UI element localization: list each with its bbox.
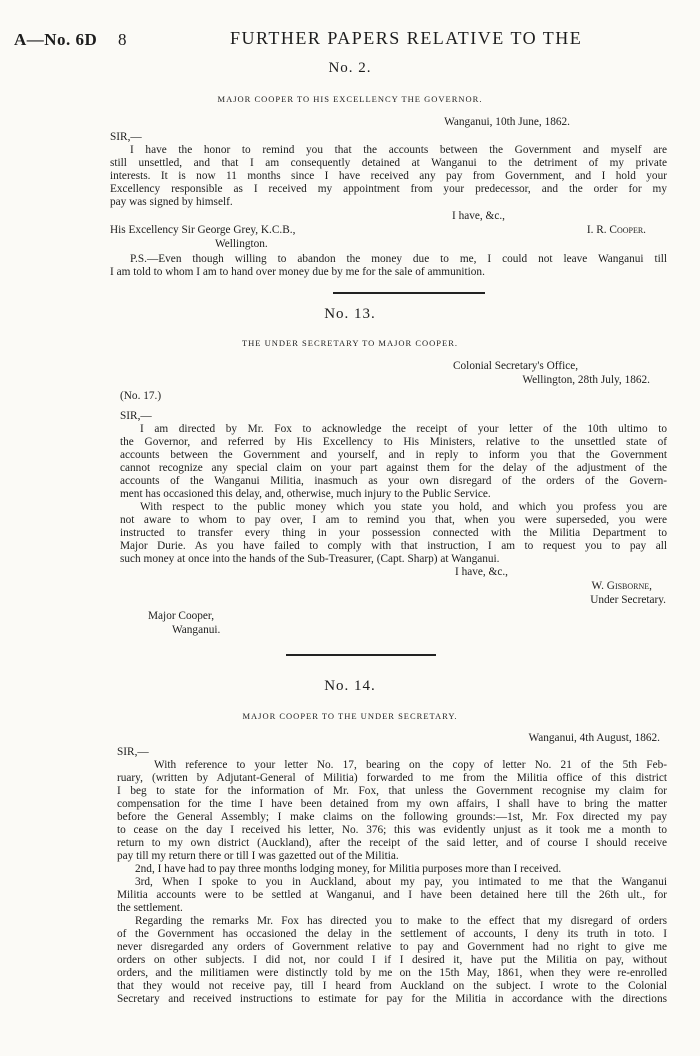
body-line: return to my own district (Auckland), after the receipt of the said letter, and of course I should receive xyxy=(117,837,667,849)
body-line: that they would not receive pay, till I heard from Auckland on the subject. I wrote to the Colonial xyxy=(117,980,667,992)
signature: W. Gisborne, xyxy=(591,580,652,592)
body-line: I have the honor to remind you that the accounts between the Government and myself are xyxy=(130,144,667,156)
letter-number: No. 13. xyxy=(324,306,376,322)
section-divider xyxy=(333,292,485,294)
body-line: ment has occasioned this delay, and, otherwise, much injury to the Public Service. xyxy=(120,488,491,500)
body-line: to cease on the day I received his letter, No. 376; this was evidently unjust as it took me a month to xyxy=(117,824,667,836)
body-line: With respect to the public money which you state you hold, and which you profess you are xyxy=(140,501,667,513)
addressee: Major Cooper, xyxy=(148,610,215,622)
body-line: pay till my return there or till I was gazetted out of the Militia. xyxy=(117,850,399,862)
body-line: orders on other subjects. I did not, nor could I if I desired it, have put the Militia on pay, without xyxy=(117,954,667,966)
body-line: With reference to your letter No. 17, bearing on the copy of letter No. 21 of the 5th Feb- xyxy=(154,759,667,771)
addressee-location: Wanganui. xyxy=(172,624,221,636)
body-line: still unsettled, and that I am consequently detained at Wanganui to the detriment of my private xyxy=(110,157,667,169)
body-line: I beg to state for the information of Mr. Fox, that unless the Government recognise my claim for xyxy=(117,785,667,797)
page-number: 8 xyxy=(118,30,127,49)
running-title: FURTHER PAPERS RELATIVE TO THE xyxy=(230,28,583,48)
signature-title: Under Secretary. xyxy=(590,594,666,606)
body-line: 3rd, When I spoke to you in Auckland, about my pay, you intimated to me that the Wanganui xyxy=(135,876,667,888)
postscript-line: P.S.—Even though willing to abandon the money due to me, I could not leave Wanganui till xyxy=(130,253,667,265)
closing: I have, &c., xyxy=(455,566,509,578)
letter-heading: MAJOR COOPER TO HIS EXCELLENCY THE GOVERNOR. xyxy=(217,94,483,104)
body-line: interests. It is now 11 months since I have received any pay from Government, and I hold your xyxy=(110,170,667,182)
body-line: the settlement. xyxy=(117,902,183,914)
closing: I have, &c., xyxy=(452,210,506,222)
postscript-line: I am told to whom I am to hand over money due by me for the sale of ammunition. xyxy=(110,266,485,278)
body-line: cannot recognize any special claim on your part against them for the delay of the adjustment of the xyxy=(120,462,667,474)
addressee: His Excellency Sir George Grey, K.C.B., xyxy=(110,224,296,236)
document-reference: A—No. 6D xyxy=(14,30,98,49)
signature: I. R. Cooper. xyxy=(586,224,646,236)
salutation: SIR,— xyxy=(117,746,149,758)
body-line: ruary, (written by Adjutant-General of Militia) forwarded to me from the Militia office of this district xyxy=(117,772,667,784)
body-line: Secretary and received instructions to estimate for pay for the Militia in accordance with the directions xyxy=(117,993,667,1005)
salutation: SIR,— xyxy=(110,131,142,143)
letter-number: No. 14. xyxy=(324,678,376,694)
body-line: Regarding the remarks Mr. Fox has directed you to make to the effect that my disregard of orders xyxy=(135,915,667,927)
office: Colonial Secretary's Office, xyxy=(453,360,579,372)
body-line: accounts between the Government and yourself, and in reply to inform you that the Government xyxy=(120,449,667,461)
body-line: such money at once into the hands of the Sub-Treasurer, (Capt. Sharp) at Wanganui. xyxy=(120,553,500,565)
body-line: orders, and the militiamen were distinctly told by me on the 15th May, 1861, when they were re-enrolled xyxy=(117,967,667,979)
body-line: 2nd, I have had to pay three months lodging money, for Militia purposes more than I received. xyxy=(135,863,562,875)
place-date: Wanganui, 4th August, 1862. xyxy=(528,732,660,744)
body-line: the Governor, and referred by His Excellency to His Ministers, relative to the unsettled state of xyxy=(120,436,667,448)
salutation: SIR,— xyxy=(120,410,152,422)
body-line: Major Durie. As you have failed to comply with that instruction, I am to request you to pay all xyxy=(120,540,667,552)
body-line: I am directed by Mr. Fox to acknowledge the receipt of your letter of the 10th ultimo to xyxy=(140,423,667,435)
letter-heading: MAJOR COOPER TO THE UNDER SECRETARY. xyxy=(242,711,458,721)
body-line: accounts of the Wanganui Militia, inasmuch as your own disregard of the orders of the Govern- xyxy=(120,475,667,487)
body-line: pay was signed by himself. xyxy=(110,196,233,208)
body-line: instructed to transfer every thing in your possession connected with the Militia Department to xyxy=(120,527,667,539)
body-line: compensation for the time I have been detained from my own affairs, I shall have to bring the matter xyxy=(117,798,667,810)
letter-number: No. 2. xyxy=(328,60,372,76)
place-date: Wanganui, 10th June, 1862. xyxy=(444,116,570,128)
letter-heading: THE UNDER SECRETARY TO MAJOR COOPER. xyxy=(241,338,459,348)
reference-number: (No. 17.) xyxy=(120,390,162,402)
addressee-location: Wellington. xyxy=(215,238,268,250)
body-line: Militia accounts were to be settled at Wanganui, and I have been detained here till the 26th ult., for xyxy=(117,889,667,901)
body-line: before the General Assembly; I make claims on the following grounds:—1st, Mr. Fox directed my pay xyxy=(117,811,667,823)
body-line: never disregarded any orders of Government relative to pay and Government had no right to give me xyxy=(117,941,667,953)
body-line: Excellency responsible as I received my appointment from your predecessor, and the order for my xyxy=(110,183,667,195)
place-date: Wellington, 28th July, 1862. xyxy=(522,374,650,386)
body-line: not aware to whom to pay over, I am to remind you that, when you were superseded, you were xyxy=(120,514,667,526)
body-line: of the Government has occasioned the delay in the settlement of accounts, I deny its truth in toto. I xyxy=(117,928,667,940)
section-divider xyxy=(286,654,436,656)
